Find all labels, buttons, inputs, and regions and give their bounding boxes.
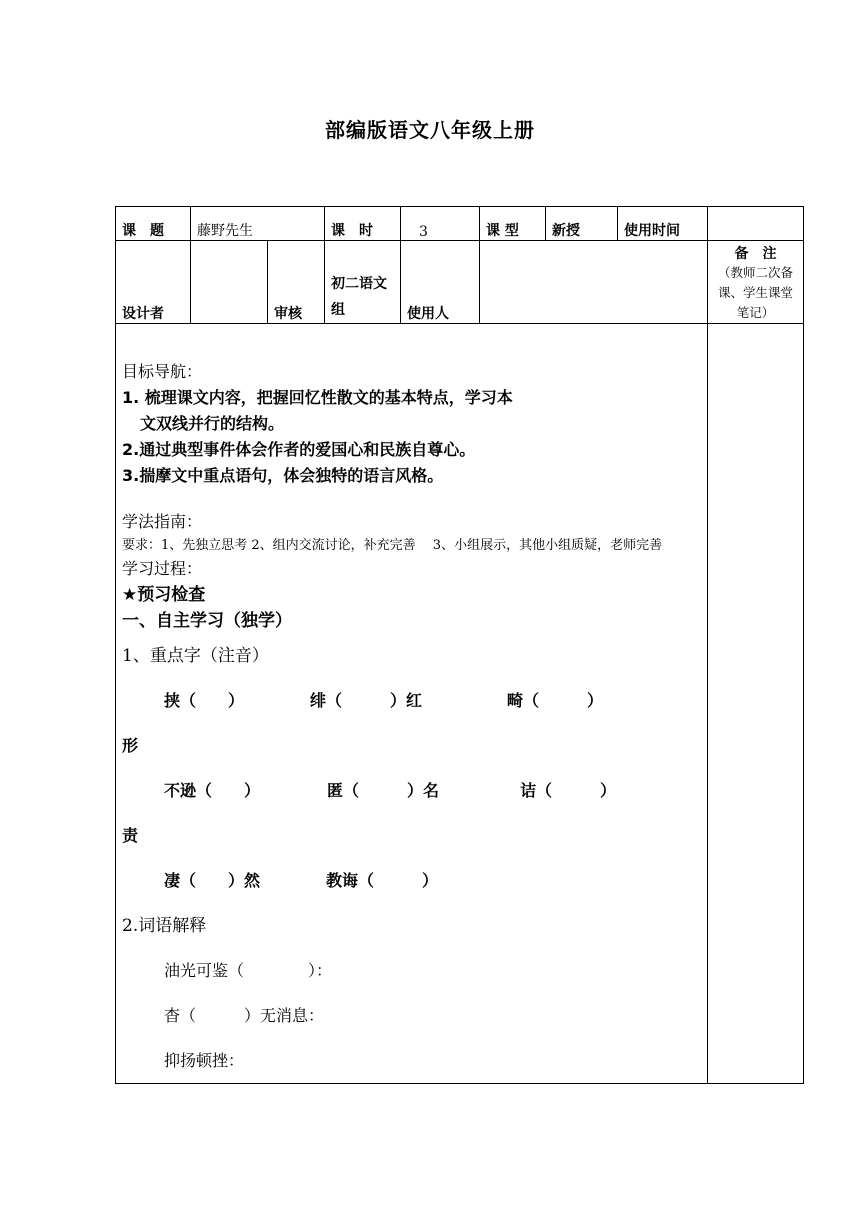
review-label: 审核 — [268, 241, 325, 324]
method-title: 学法指南： — [122, 512, 203, 531]
word-row-3 — [122, 858, 701, 904]
designer-label: 设计者 — [116, 241, 191, 324]
time-label: 使用时间 — [618, 207, 708, 241]
period-value: 3 — [401, 207, 480, 241]
type-value: 新授 — [546, 207, 618, 241]
notes-header — [708, 241, 804, 324]
word-item: 不逊（ ） — [164, 781, 261, 800]
user-label: 使用人 — [401, 241, 480, 324]
goal-1-continued: 文双线并行的结构。 — [140, 414, 285, 433]
preview-title: ★预习检查 — [122, 585, 206, 605]
goal-3: 3.揣摩文中重点语句，体会独特的语言风格。 — [122, 466, 444, 485]
notes-subtitle: （教师二次备课、学生课堂笔记） — [717, 265, 793, 320]
definition-1: 油光可鉴（ ）： — [164, 961, 333, 980]
goals-title: 目标导航： — [122, 362, 203, 381]
word-row-2 — [122, 768, 701, 814]
definition-2: 杳（ ）无消息： — [164, 1006, 325, 1025]
goal-2: 2.通过典型事件体会作者的爱国心和民族自尊心。 — [122, 440, 476, 459]
word-item: 绯（ ）红 — [310, 691, 423, 710]
subsection-1-title: 1、重点字（注音） — [122, 646, 269, 666]
topic-label: 课 题 — [116, 207, 191, 241]
type-label: 课 型 — [480, 207, 546, 241]
definition-3: 抑扬顿挫： — [164, 1051, 245, 1070]
process-title: 学习过程： — [122, 559, 203, 578]
word-item: 凄（ ）然 — [164, 871, 261, 890]
word-row-2-tail: 责 — [122, 826, 139, 845]
notes-title: 备 注 — [734, 246, 777, 262]
time-value — [708, 207, 804, 241]
document-title: 部编版语文八年级上册 — [325, 118, 535, 142]
word-item: 诘（ ） — [520, 781, 617, 800]
review-value: 初二语文组 — [325, 241, 401, 324]
lesson-plan-table — [115, 206, 804, 1084]
section-1-title: 一、自主学习（独学） — [122, 611, 292, 631]
word-row-1-tail: 形 — [122, 736, 139, 755]
topic-value: 藤野先生 — [191, 207, 325, 241]
word-item: 匿（ ）名 — [327, 781, 440, 800]
word-row-1 — [122, 678, 701, 724]
subsection-2-title: 2.词语解释 — [122, 916, 207, 936]
goal-1: 1. 梳理课文内容，把握回忆性散文的基本特点，学习本 — [122, 388, 513, 407]
word-item: 畸（ ） — [507, 691, 604, 710]
designer-value — [191, 241, 268, 324]
word-item: 挟（ ） — [164, 691, 245, 710]
period-label: 课 时 — [325, 207, 401, 241]
notes-column — [708, 324, 804, 1084]
content-cell — [116, 324, 708, 1084]
word-item: 教诲（ ） — [326, 871, 439, 890]
user-value — [480, 241, 708, 324]
method-text: 要求：1、先独立思考 2、组内交流讨论，补充完善 3、小组展示，其他小组质疑，老师完善 — [122, 538, 663, 553]
